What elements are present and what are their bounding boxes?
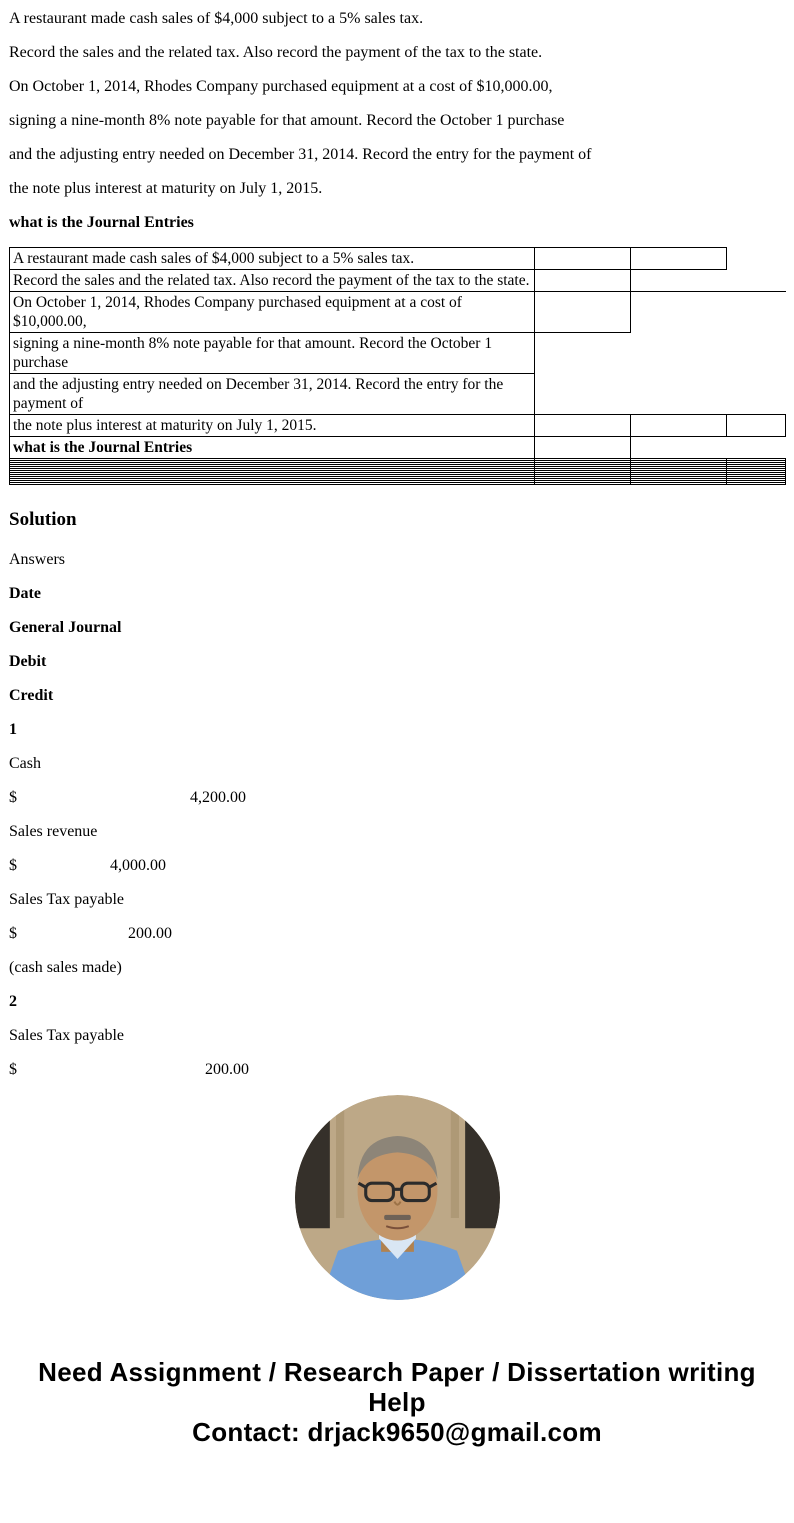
amount-value: 200.00 xyxy=(205,1061,249,1078)
question-cell: A restaurant made cash sales of $4,000 subject to a 5% sales tax. xyxy=(10,248,535,270)
account-name: Sales Tax payable xyxy=(9,1027,124,1044)
intro-line-3: On October 1, 2014, Rhodes Company purchased equipment at a cost of $10,000.00, xyxy=(9,78,553,95)
entry-cell xyxy=(631,374,727,415)
credit-label: Credit xyxy=(9,687,54,704)
entry-cell xyxy=(535,374,631,415)
general-journal-label: General Journal xyxy=(9,619,122,636)
entry-cell xyxy=(631,415,727,437)
question-cell: and the adjusting entry needed on December 31, 2014. Record the entry for the payment of xyxy=(10,374,535,415)
amount-value: 200.00 xyxy=(128,925,172,942)
question-cell: On October 1, 2014, Rhodes Company purchased equipment at a cost of $10,000.00, xyxy=(10,292,535,333)
entry-cell xyxy=(631,248,727,270)
account-name: Sales Tax payable xyxy=(9,891,124,908)
amount-value: 4,200.00 xyxy=(190,789,246,806)
question-cell: what is the Journal Entries xyxy=(10,437,535,459)
journal-entries-question: what is the Journal Entries xyxy=(9,214,194,231)
intro-line-1: A restaurant made cash sales of $4,000 subject to a 5% sales tax. xyxy=(9,10,424,27)
date-label: Date xyxy=(9,585,41,602)
amount-line xyxy=(9,788,785,807)
entry-cell xyxy=(727,374,786,415)
tutor-photo xyxy=(9,1095,785,1305)
amount-line xyxy=(9,1060,785,1079)
tutor-portrait-photo xyxy=(295,1095,500,1300)
footer-contact: Contact: drjack9650@gmail.com xyxy=(192,1417,602,1447)
solution-heading: Solution xyxy=(9,509,77,530)
intro-line-5: and the adjusting entry needed on December 31, 2014. Record the entry for the payment of xyxy=(9,146,592,163)
amount-value: 4,000.00 xyxy=(110,857,166,874)
table-row xyxy=(10,437,786,459)
entry-cell xyxy=(727,292,786,333)
table-row xyxy=(10,270,786,292)
debit-label: Debit xyxy=(9,653,47,670)
entry-memo: (cash sales made) xyxy=(9,959,122,976)
entry-cell xyxy=(535,333,631,374)
entry-cell xyxy=(727,270,786,292)
currency-symbol: $ xyxy=(9,789,17,806)
currency-symbol: $ xyxy=(9,857,17,874)
entry-cell xyxy=(631,333,727,374)
entry-cell xyxy=(727,437,786,459)
entry-cell xyxy=(535,415,631,437)
entry-cell xyxy=(535,248,631,270)
table-row xyxy=(10,248,786,270)
footer-banner xyxy=(25,1357,770,1447)
journal-table xyxy=(9,247,786,485)
table-row xyxy=(10,292,786,333)
entry-cell xyxy=(535,270,631,292)
entry-number: 2 xyxy=(9,993,17,1010)
table-row xyxy=(10,333,786,374)
amount-line xyxy=(9,856,785,875)
intro-line-4: signing a nine-month 8% note payable for that amount. Record the October 1 purchase xyxy=(9,112,565,129)
table-row xyxy=(10,374,786,415)
amount-line xyxy=(9,924,785,943)
intro-line-2: Record the sales and the related tax. Also record the payment of the tax to the state. xyxy=(9,44,543,61)
account-name: Cash xyxy=(9,755,41,772)
currency-symbol: $ xyxy=(9,1061,17,1078)
entry-cell xyxy=(727,415,786,437)
entry-cell xyxy=(727,333,786,374)
question-cell: Record the sales and the related tax. Also record the payment of the tax to the state. xyxy=(10,270,535,292)
account-name: Sales revenue xyxy=(9,823,98,840)
entry-cell xyxy=(535,292,631,333)
entry-cell xyxy=(727,248,786,270)
entry-number: 1 xyxy=(9,721,17,738)
empty-journal-row xyxy=(10,483,786,485)
entry-cell xyxy=(535,437,631,459)
question-cell: signing a nine-month 8% note payable for that amount. Record the October 1 purchase xyxy=(10,333,535,374)
table-row xyxy=(10,415,786,437)
intro-line-6: the note plus interest at maturity on July 1, 2015. xyxy=(9,180,323,197)
entry-cell xyxy=(631,437,727,459)
currency-symbol: $ xyxy=(9,925,17,942)
question-cell: the note plus interest at maturity on July 1, 2015. xyxy=(10,415,535,437)
entry-cell xyxy=(631,270,727,292)
answers-label: Answers xyxy=(9,551,65,568)
footer-help-text: Need Assignment / Research Paper / Dissertation writing Help xyxy=(38,1357,756,1417)
entry-cell xyxy=(631,292,727,333)
